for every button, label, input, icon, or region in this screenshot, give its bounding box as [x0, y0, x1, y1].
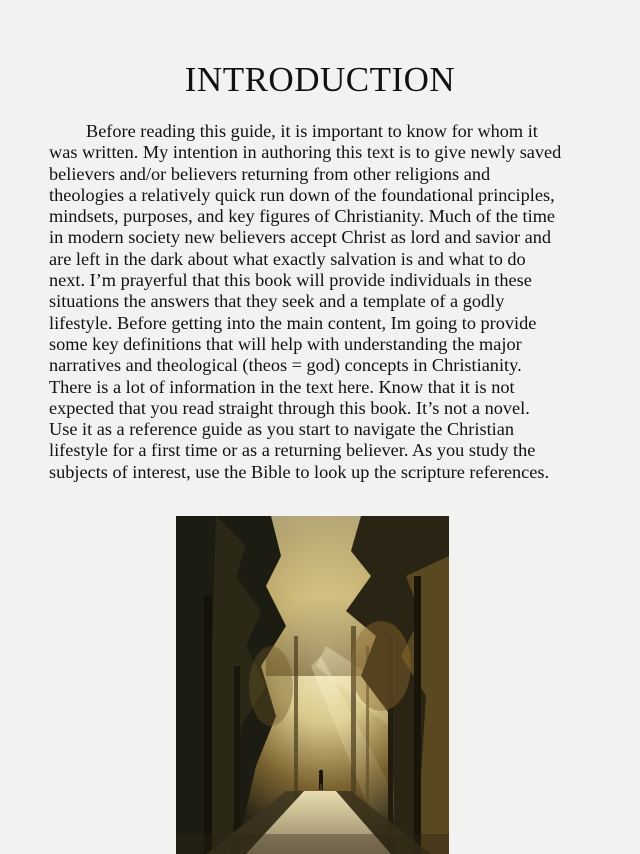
page-title: INTRODUCTION [184, 60, 456, 99]
paragraph-line: in modern society new believers accept Christ as lord and savior and [49, 227, 552, 248]
paragraph-line: lifestyle for a first time or as a returning believer. As you study the [49, 440, 536, 461]
forest-path-photo-icon [176, 516, 449, 854]
forest-path-illustration [176, 516, 449, 854]
paragraph-line: situations the answers that they seek and a template of a godly [49, 291, 505, 312]
paragraph-line: theologies a relatively quick run down of the foundational principles, [49, 184, 555, 205]
paragraph-line: subjects of interest, use the Bible to look up the scripture references. [49, 461, 550, 482]
paragraph-line: expected that you read straight through this book. It’s not a novel. [49, 397, 530, 418]
paragraph-line: There is a lot of information in the text here. Know that it is not [49, 376, 515, 397]
paragraph-line: are left in the dark about what exactly salvation is and what to do [49, 248, 526, 269]
introduction-paragraph [49, 121, 597, 483]
paragraph-line: next. I’m prayerful that this book will provide individuals in these [49, 270, 532, 291]
paragraph-line: narratives and theological (theos = god) concepts in Christianity. [49, 355, 522, 376]
paragraph-line: mindsets, purposes, and key figures of Christianity. Much of the time [49, 206, 556, 227]
paragraph-line: some key definitions that will help with understanding the major [49, 333, 522, 354]
paragraph-line: Before reading this guide, it is important to know for whom it [86, 121, 538, 141]
paragraph-line: Use it as a reference guide as you start to navigate the Christian [49, 419, 514, 440]
paragraph-line: believers and/or believers returning from other religions and [49, 163, 491, 184]
paragraph-line: lifestyle. Before getting into the main content, Im going to provide [49, 312, 537, 333]
paragraph-line: was written. My intention in authoring this text is to give newly saved [49, 142, 562, 163]
